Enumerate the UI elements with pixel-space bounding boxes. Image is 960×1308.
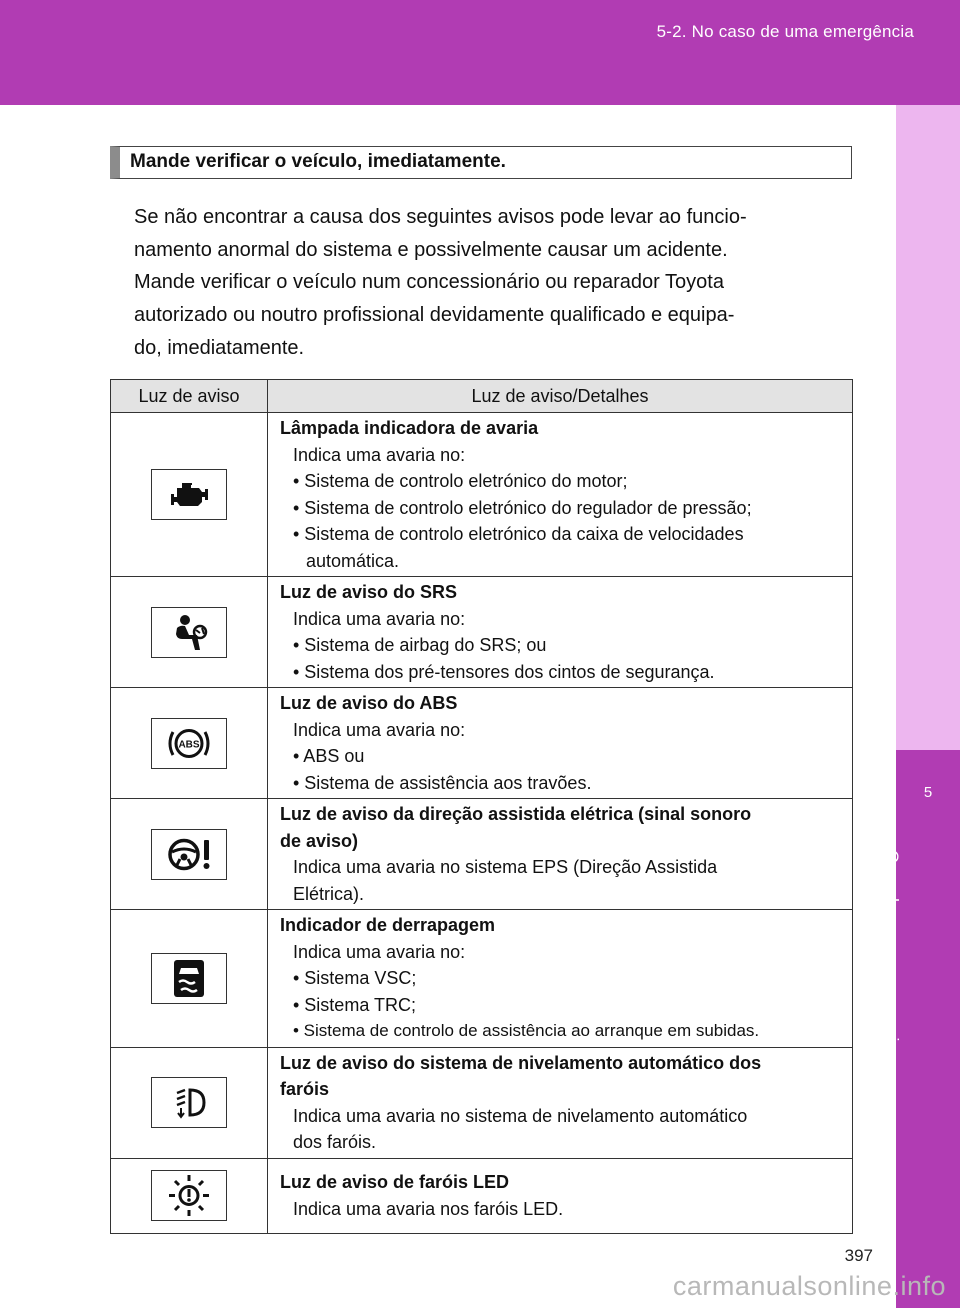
intro-line: Se não encontrar a causa dos seguintes avisos pode levar ao funcio-	[134, 206, 747, 228]
icon-cell	[111, 577, 268, 688]
row-bullet: • Sistema de controlo eletrónico do motor;	[293, 471, 628, 491]
row-detail: dos faróis.	[293, 1132, 377, 1152]
row-intro: Indica uma avaria no:	[293, 444, 466, 465]
section-title: 5-2. No caso de uma emergência	[656, 22, 914, 41]
intro-line: Mande verificar o veículo num concessionário ou reparador Toyota	[134, 271, 724, 294]
row-detail: Indica uma avaria nos faróis LED.	[293, 1198, 564, 1219]
icon-cell	[111, 1158, 268, 1233]
icon-cell	[111, 1047, 268, 1158]
row-bullet: • Sistema de controlo de assistência ao arranque em subidas.	[293, 1021, 760, 1040]
row-bullet: • Sistema de controlo eletrónico do regulador de pressão;	[293, 497, 752, 518]
icon-cell	[111, 413, 268, 577]
chapter-title: Quando surge uma avaria	[883, 850, 902, 1052]
row-bullet: • ABS ou	[293, 746, 365, 766]
row-detail: Indica uma avaria no sistema de nivelamento automático	[293, 1105, 748, 1126]
row-bullet-continuation: automática.	[306, 550, 400, 571]
slip-indicator-icon	[151, 953, 227, 1004]
watermark: carmanualsonline.info	[672, 1271, 946, 1301]
intro-paragraph	[134, 201, 852, 365]
row-intro: Indica uma avaria no:	[293, 719, 466, 740]
icon-cell	[111, 799, 268, 910]
row-title: Luz de aviso da direção assistida elétrica (sinal sonoro	[280, 804, 752, 824]
top-banner	[0, 0, 960, 105]
row-intro: Indica uma avaria no:	[293, 941, 466, 962]
led-headlight-warning-icon	[151, 1170, 227, 1221]
intro-line: autorizado ou noutro profissional devidamente qualificado e equipa-	[134, 304, 735, 327]
eps-steering-icon	[151, 829, 227, 880]
table-row	[111, 413, 853, 577]
row-bullet: • Sistema de airbag do SRS; ou	[293, 635, 547, 655]
row-title: Luz de aviso de faróis LED	[280, 1172, 510, 1192]
row-title-continued: faróis	[280, 1079, 330, 1099]
intro-line: namento anormal do sistema e possivelmente causar um acidente.	[134, 238, 728, 261]
detail-cell	[268, 413, 853, 577]
heading-box	[110, 146, 852, 179]
page-number: 397	[844, 1246, 873, 1265]
abs-icon	[151, 718, 227, 769]
row-detail: Elétrica).	[293, 883, 365, 904]
row-title: Lâmpada indicadora de avaria	[280, 418, 539, 438]
detail-cell	[268, 910, 853, 1048]
warning-lights-table	[110, 379, 853, 1234]
table-row	[111, 1047, 853, 1158]
row-title: Indicador de derrapagem	[280, 915, 496, 935]
table-row	[111, 577, 853, 688]
row-bullet: • Sistema VSC;	[293, 968, 417, 988]
intro-line: do, imediatamente.	[134, 336, 305, 359]
row-intro: Indica uma avaria no:	[293, 608, 466, 629]
row-detail: Indica uma avaria no sistema EPS (Direção Assistida	[293, 857, 718, 877]
check-engine-icon	[151, 469, 227, 520]
column-header-details: Luz de aviso/Detalhes	[268, 380, 853, 413]
srs-airbag-icon	[151, 607, 227, 658]
row-bullet: • Sistema TRC;	[293, 994, 416, 1015]
heading-text: Mande verificar o veículo, imediatamente.	[130, 151, 506, 172]
detail-cell	[268, 1158, 853, 1233]
detail-cell	[268, 688, 853, 799]
row-bullet: • Sistema dos pré-tensores dos cintos de segurança.	[293, 661, 715, 682]
row-bullet: • Sistema de assistência aos travões.	[293, 772, 592, 793]
row-title-continued: de aviso)	[280, 830, 359, 851]
chapter-number: 5	[923, 784, 933, 801]
chapter-tab	[896, 750, 960, 1308]
table-row	[111, 688, 853, 799]
detail-cell	[268, 799, 853, 910]
row-title: Luz de aviso do ABS	[280, 693, 458, 713]
table-row	[111, 1158, 853, 1233]
icon-cell	[111, 688, 268, 799]
table-header-row	[111, 380, 853, 413]
row-title: Luz de aviso do SRS	[280, 582, 458, 602]
detail-cell	[268, 577, 853, 688]
table-row	[111, 799, 853, 910]
headlight-leveling-icon	[151, 1077, 227, 1128]
row-bullet: • Sistema de controlo eletrónico da caixa de velocidades	[293, 524, 744, 544]
icon-cell	[111, 910, 268, 1048]
column-header-warning-light: Luz de aviso	[111, 380, 268, 413]
abs-icon-label: ABS	[178, 739, 200, 750]
row-title: Luz de aviso do sistema de nivelamento automático dos	[280, 1052, 762, 1073]
detail-cell	[268, 1047, 853, 1158]
table-row	[111, 910, 853, 1048]
